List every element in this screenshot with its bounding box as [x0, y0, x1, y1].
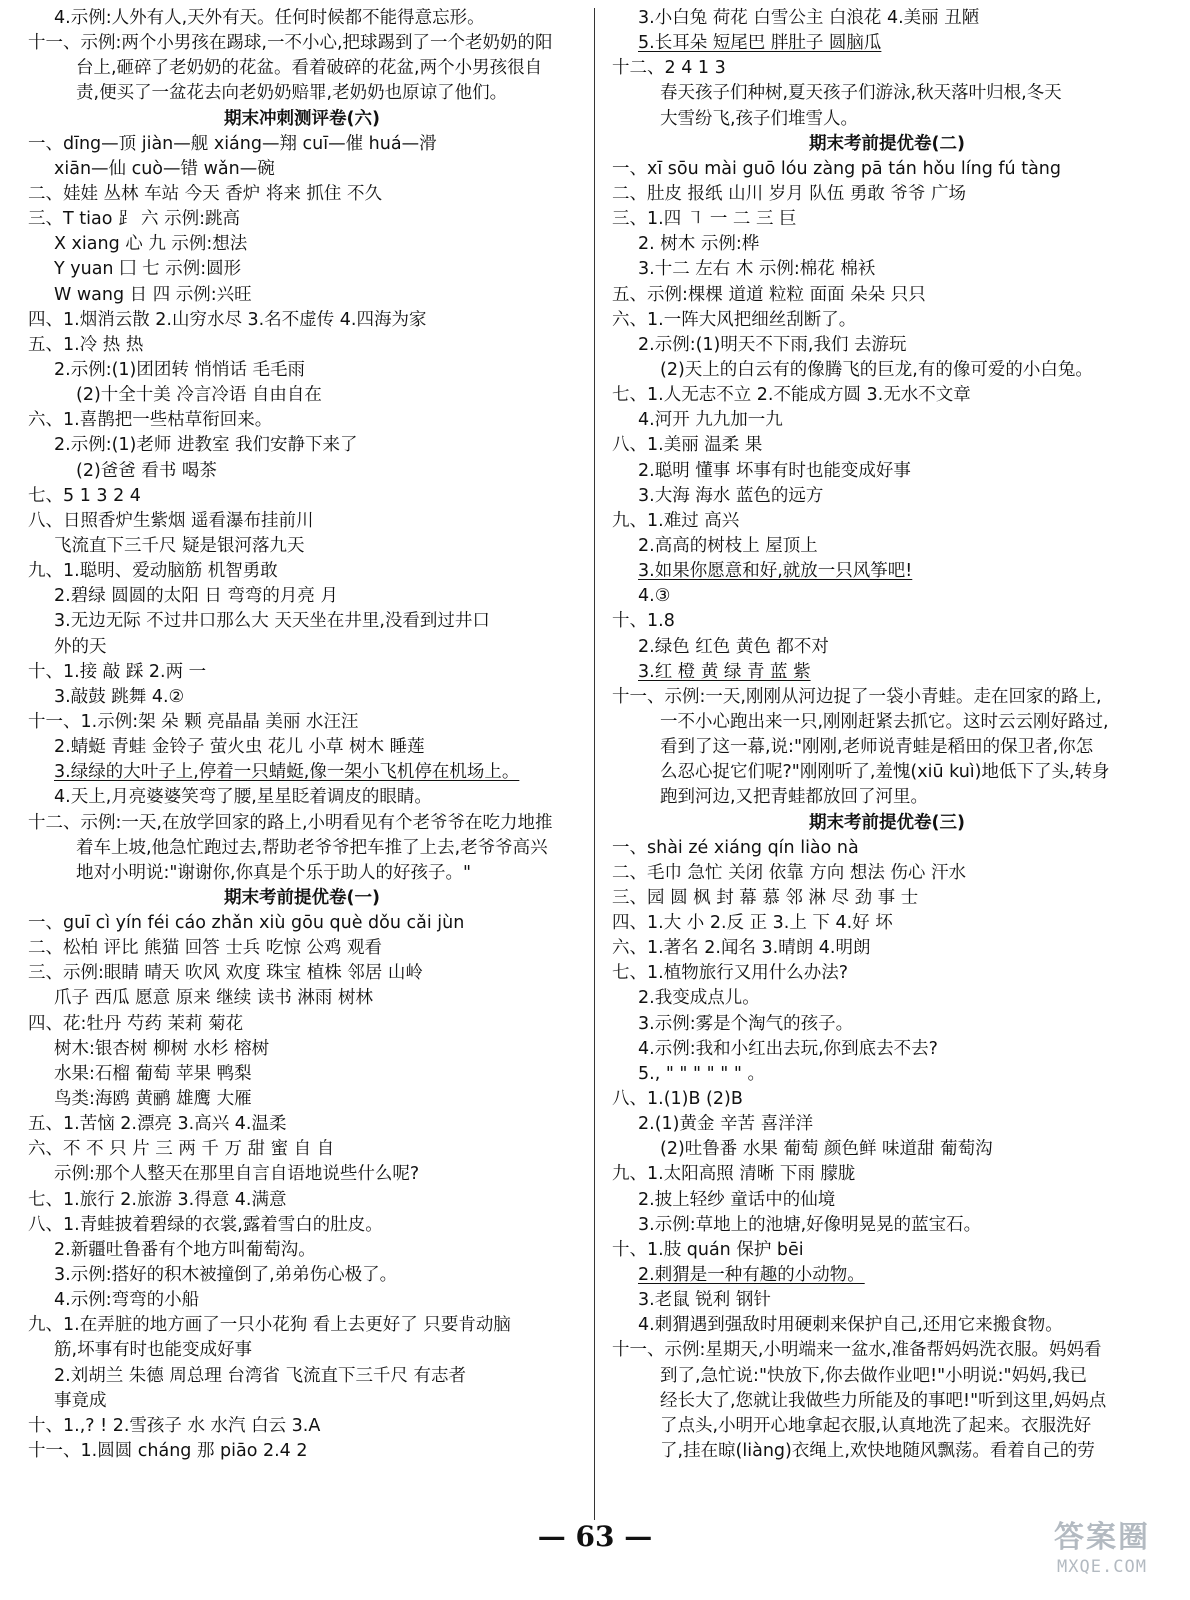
text-line: 台上,砸碎了老奶奶的花盆。看着破碎的花盆,两个小男孩很自 [76, 58, 543, 79]
text-line: 六、1.一阵大风把细丝刮断了。 [612, 309, 857, 330]
text-line: 十二、示例:一天,在放学回家的路上,小明看见有个老爷爷在吃力地推 [28, 812, 553, 833]
text-line: 4.③ [638, 586, 671, 607]
text-line: 4.天上,月亮婆婆笑弯了腰,星星眨着调皮的眼睛。 [54, 787, 432, 808]
text-line: 3.无边无际 不过井口那么大 天天坐在井里,没看到过井口 [54, 611, 490, 632]
text-line: 3.红 橙 黄 绿 青 蓝 紫 [638, 661, 811, 682]
text-line: 九、1.太阳高照 清晰 下雨 朦胧 [612, 1164, 856, 1185]
text-line: 树木:银杏树 柳树 水杉 榕树 [54, 1038, 270, 1059]
text-line: 到了,急忙说:"快放下,你去做作业吧!"小明说:"妈妈,我已 [660, 1365, 1088, 1386]
text-line: 一不小心跑出来一只,刚刚赶紧去抓它。这时云云刚好路过, [660, 711, 1109, 732]
text-line: 春天孩子们种树,夏天孩子们游泳,秋天落叶归根,冬天 [660, 83, 1062, 104]
text-line: 九、1.在弄脏的地方画了一只小花狗 看上去更好了 只要肯动脑 [28, 1315, 511, 1336]
text-line: 3.示例:雾是个淘气的孩子。 [638, 1013, 854, 1034]
text-line: 跑到河边,又把青蛙都放回了河里。 [660, 787, 929, 808]
text-line: 了点头,小明开心地拿起衣服,认真地洗了起来。衣服洗好 [660, 1415, 1092, 1436]
text-line: 鸟类:海鸥 黄鹂 雄鹰 大雁 [54, 1089, 252, 1110]
text-line: 七、1.植物旅行又用什么办法? [612, 963, 848, 984]
text-line: (2)爸爸 看书 喝茶 [76, 460, 217, 481]
text-line: 4.河开 九九加一九 [638, 410, 783, 431]
text-line: 三、T tiao ⻊ 六 示例:跳高 [28, 209, 240, 230]
text-line: xiān—仙 cuò—错 wǎn—碗 [54, 158, 275, 179]
text-line: 么忍心捉它们呢?"刚刚听了,羞愧(xiū kuì)地低下了头,转身 [660, 762, 1110, 783]
text-line: 2.示例:(1)明天不下雨,我们 去游玩 [638, 334, 907, 355]
text-line: 四、1.大 小 2.反 正 3.上 下 4.好 坏 [612, 913, 893, 934]
text-line: (2)吐鲁番 水果 葡萄 颜色鲜 味道甜 葡萄沟 [660, 1139, 993, 1160]
text-line: 2.刺猬是一种有趣的小动物。 [638, 1265, 865, 1286]
section-title: 期末考前提优卷(二) [809, 133, 965, 154]
text-line: 飞流直下三千尺 疑是银河落九天 [54, 535, 305, 556]
text-line: 水果:石榴 葡萄 苹果 鸭梨 [54, 1063, 252, 1084]
text-line: 2.高高的树枝上 屋顶上 [638, 535, 818, 556]
text-line: 二、娃娃 丛林 车站 今天 香炉 将来 抓住 不久 [28, 183, 382, 204]
text-line: 十一、1.圆圆 cháng 那 piāo 2.4 2 [28, 1441, 308, 1462]
text-line: 2.新疆吐鲁番有个地方叫葡萄沟。 [54, 1239, 316, 1260]
text-line: 2.披上轻纱 童话中的仙境 [638, 1189, 836, 1210]
text-line: Y yuan 囗 七 示例:圆形 [54, 259, 242, 280]
text-line: X xiang 心 九 示例:想法 [54, 234, 248, 255]
text-line: 2.绿色 红色 黄色 都不对 [638, 636, 829, 657]
text-line: 六、1.著名 2.闻名 3.晴朗 4.明朗 [612, 938, 871, 959]
text-line: 3.十二 左右 木 示例:棉花 棉袄 [638, 259, 876, 280]
text-line: 十一、示例:一天,刚刚从河边捉了一袋小青蛙。走在回家的路上, [612, 686, 1102, 707]
text-line: 十、1.,? ! 2.雪孩子 水 水汽 白云 3.A [28, 1415, 321, 1436]
text-line: 十、1.接 敲 踩 2.两 一 [28, 661, 207, 682]
text-line: 二、毛巾 急忙 关闭 依靠 方向 想法 伤心 汗水 [612, 862, 966, 883]
text-line: 十一、示例:两个小男孩在踢球,一不小心,把球踢到了一个老奶奶的阳 [28, 33, 553, 54]
text-line: 五、1.冷 热 热 [28, 334, 144, 355]
text-line: 一、shài zé xiáng qín liào nà [612, 837, 859, 858]
text-line: 4.刺猬遇到强敌时用硬刺来保护自己,还用它来搬食物。 [638, 1315, 1063, 1336]
text-line: 3.敲鼓 跳舞 4.② [54, 686, 185, 707]
text-line: 七、1.人无志不立 2.不能成方圆 3.无水不文章 [612, 385, 971, 406]
text-line: 3.老鼠 锐利 钢针 [638, 1290, 771, 1311]
section-title: 期末考前提优卷(三) [809, 812, 965, 833]
text-line: 一、xī sōu mài guō lóu zàng pā tán hǒu líng fú tàng [612, 158, 1061, 179]
text-line: 3.如果你愿意和好,就放一只风筝吧! [638, 561, 913, 582]
text-line: 五、示例:棵棵 道道 粒粒 面面 朵朵 只只 [612, 284, 926, 305]
text-line: 八、1.(1)B (2)B [612, 1089, 743, 1110]
text-line: 看到了这一幕,说:"刚刚,老师说青蛙是稻田的保卫者,你怎 [660, 737, 1094, 758]
text-line: 4.示例:弯弯的小船 [54, 1290, 200, 1311]
text-line: 二、肚皮 报纸 山川 岁月 队伍 勇敢 爷爷 广场 [612, 183, 966, 204]
text-line: 3.示例:草地上的池塘,好像明晃晃的蓝宝石。 [638, 1214, 982, 1235]
text-line: 2.示例:(1)团团转 悄悄话 毛毛雨 [54, 359, 306, 380]
text-line: 2.我变成点儿。 [638, 988, 760, 1009]
text-line: 一、dīng—顶 jiàn—舰 xiáng—翔 cuī—催 huá—滑 [28, 133, 437, 154]
text-line: 2.(1)黄金 辛苦 喜洋洋 [638, 1114, 814, 1135]
text-line: 三、示例:眼睛 晴天 吹风 欢度 珠宝 植株 邻居 山岭 [28, 963, 423, 984]
text-line: 责,便买了一盆花去向老奶奶赔罪,老奶奶也原谅了他们。 [76, 83, 508, 104]
text-line: 了,挂在晾(liàng)衣绳上,欢快地随风飘荡。看着自己的劳 [660, 1441, 1095, 1462]
text-line: 2.碧绿 圆圆的太阳 日 弯弯的月亮 月 [54, 586, 338, 607]
text-line: 大雪纷飞,孩子们堆雪人。 [660, 108, 859, 129]
text-line: 十二、2 4 1 3 [612, 58, 726, 79]
right-column [612, 6, 1162, 1464]
left-column [28, 6, 576, 1464]
section-title: 期末冲刺测评卷(六) [224, 108, 380, 129]
watermark-url: MXQE.COM [1057, 1557, 1147, 1577]
text-line: 二、松柏 评比 熊猫 回答 士兵 吃惊 公鸡 观看 [28, 938, 382, 959]
text-line: 三、1.四 ㇕ 一 二 三 巨 [612, 209, 797, 230]
text-line: 八、日照香炉生紫烟 遥看瀑布挂前川 [28, 510, 314, 531]
text-line: 3.示例:搭好的积木被撞倒了,弟弟伤心极了。 [54, 1265, 398, 1286]
text-line: 2.刘胡兰 朱德 周总理 台湾省 飞流直下三千尺 有志者 [54, 1365, 467, 1386]
text-line: 外的天 [54, 636, 107, 657]
text-line: 5.长耳朵 短尾巴 胖肚子 圆脑瓜 [638, 33, 882, 54]
text-line: 七、5 1 3 2 4 [28, 485, 141, 506]
text-line: 2.示例:(1)老师 进教室 我们安静下来了 [54, 435, 358, 456]
section-title: 期末考前提优卷(一) [224, 887, 380, 908]
text-line: 2.蜻蜓 青蛙 金铃子 萤火虫 花儿 小草 树木 睡莲 [54, 737, 425, 758]
text-line: 十一、1.示例:架 朵 颗 亮晶晶 美丽 水汪汪 [28, 711, 359, 732]
text-line: 地对小明说:"谢谢你,你真是个乐于助人的好孩子。" [76, 862, 472, 883]
text-line: 经长大了,您就让我做些力所能及的事吧!"听到这里,妈妈点 [660, 1390, 1107, 1411]
text-line: 5., " " " " " " 。 [638, 1063, 765, 1084]
text-line: 十、1.8 [612, 611, 675, 632]
text-line: 3.绿绿的大叶子上,停着一只蜻蜓,像一架小飞机停在机场上。 [54, 762, 520, 783]
text-line: 筋,坏事有时也能变成好事 [54, 1340, 253, 1361]
text-line: W wang 日 四 示例:兴旺 [54, 284, 252, 305]
text-line: 九、1.聪明、爱动脑筋 机智勇敢 [28, 561, 278, 582]
text-line: (2)天上的白云有的像腾飞的巨龙,有的像可爱的小白兔。 [660, 359, 1093, 380]
text-line: 爪子 西瓜 愿意 原来 继续 读书 淋雨 树林 [54, 988, 373, 1009]
watermark-logo [1036, 1520, 1168, 1582]
text-line: 3.大海 海水 蓝色的远方 [638, 485, 824, 506]
text-line: 十、1.肢 quán 保护 bēi [612, 1239, 804, 1260]
text-line: 八、1.美丽 温柔 果 [612, 435, 763, 456]
text-line: 2.聪明 懂事 坏事有时也能变成好事 [638, 460, 911, 481]
text-line: 五、1.苦恼 2.漂亮 3.高兴 4.温柔 [28, 1114, 287, 1135]
text-line: 十一、示例:星期天,小明端来一盆水,准备帮妈妈洗衣服。妈妈看 [612, 1340, 1102, 1361]
text-line: 八、1.青蛙披着碧绿的衣裳,露着雪白的肚皮。 [28, 1214, 383, 1235]
text-line: 六、不 不 只 片 三 两 千 万 甜 蜜 自 自 [28, 1139, 335, 1160]
text-line: 七、1.旅行 2.旅游 3.得意 4.满意 [28, 1189, 287, 1210]
text-line: 着车上坡,他急忙跑过去,帮助老爷爷把车推了上去,老爷爷高兴 [76, 837, 548, 858]
text-line: (2)十全十美 冷言冷语 自由自在 [76, 385, 322, 406]
text-line: 三、园 圆 枫 封 幕 慕 邻 淋 尽 劲 事 士 [612, 887, 919, 908]
text-line: 一、guī cì yín féi cáo zhǎn xiù gōu què dǒu cǎi jùn [28, 913, 465, 934]
text-line: 4.示例:我和小红出去玩,你到底去不去? [638, 1038, 938, 1059]
text-line: 九、1.难过 高兴 [612, 510, 740, 531]
text-line: 事竟成 [54, 1390, 107, 1411]
text-line: 示例:那个人整天在那里自言自语地说些什么呢? [54, 1164, 420, 1185]
text-line: 六、1.喜鹊把一些枯草衔回来。 [28, 410, 273, 431]
watermark-text: 答案圈 [1054, 1520, 1150, 1555]
text-line: 四、花:牡丹 芍药 茉莉 菊花 [28, 1013, 244, 1034]
text-line: 2. 树木 示例:桦 [638, 234, 760, 255]
column-divider [594, 8, 595, 1520]
page-number: — 63 — [537, 1520, 653, 1553]
text-line: 3.小白兔 荷花 白雪公主 白浪花 4.美丽 丑陋 [638, 8, 980, 28]
text-line: 四、1.烟消云散 2.山穷水尽 3.名不虚传 4.四海为家 [28, 309, 427, 330]
text-line: 4.示例:人外有人,天外有天。任何时候都不能得意忘形。 [54, 8, 485, 28]
